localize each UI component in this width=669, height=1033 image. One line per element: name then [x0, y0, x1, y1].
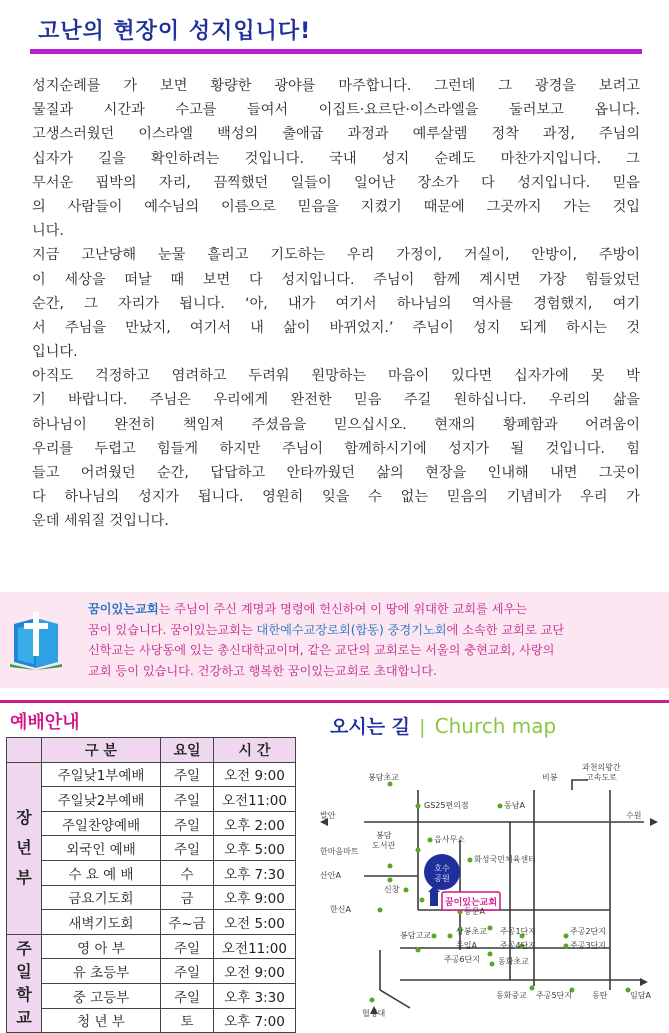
map-label: 동탄: [592, 991, 608, 1000]
map-label: 주공1단지: [500, 927, 537, 936]
group-label-adult: 장 년 부: [7, 762, 42, 934]
service-name: 수 요 예 배: [42, 860, 161, 885]
table-header: 구 분: [42, 738, 161, 763]
service-day: 주일: [161, 762, 214, 787]
article-line: 이 세상을 떠날 때 보면 다 성지입니다. 주님이 함께 계시면 가장 힘들었던: [32, 271, 640, 288]
map-label: 동남A: [504, 801, 525, 810]
service-time: 오후 5:00: [214, 836, 296, 861]
cross-book-icon: [10, 610, 62, 670]
worship-title: 예배안내: [10, 712, 80, 733]
table-row: [7, 762, 296, 787]
service-name: 외국인 예배: [42, 836, 161, 861]
map-label: 동화중교: [496, 991, 527, 1000]
article-header: [30, 14, 642, 54]
service-day: 주~금: [161, 910, 214, 935]
map-label: 발안: [320, 811, 336, 820]
service-time: 오후 2:00: [214, 811, 296, 836]
map-title-en: Church map: [434, 714, 557, 738]
service-name: 중 고등부: [42, 983, 161, 1008]
service-day: 주일: [161, 836, 214, 861]
service-time: 오전11:00: [214, 787, 296, 812]
article-line: 입니다.: [32, 344, 78, 361]
service-time: 오후 7:30: [214, 860, 296, 885]
map-label: 주공2단지: [570, 927, 607, 936]
article-line: 순간, 그 자리가 됩니다. ‘아, 내가 여기서 하나님의 역사를 경험했지, 여기: [32, 295, 640, 312]
article-line: 하나님이 완전히 책임져 주셨음을 믿으십시오. 현재의 황폐함과 어려움이: [32, 416, 640, 433]
map-label: 주공6단지: [444, 955, 481, 964]
group-label-sunday-school: 주 일 학 교: [7, 934, 42, 1032]
church-map-label: 꿈이있는교회: [444, 898, 498, 908]
article-line: 성지순례를 가 보면 황량한 광야를 마주합니다. 그런데 그 광경을 보려고: [32, 78, 640, 94]
table-row: [7, 885, 296, 910]
service-day: 주일: [161, 983, 214, 1008]
map-label: 수원: [626, 811, 642, 820]
article-line: 서 주님을 만났지, 여기서 내 삶이 바뀌었지.’ 주님이 성지 되게 하시는 것: [32, 319, 640, 336]
map-label: 한신A: [330, 905, 351, 914]
service-day: 주일: [161, 811, 214, 836]
lake-park-label: 공원: [434, 874, 450, 883]
service-name: 유 초등부: [42, 959, 161, 984]
service-day: 주일: [161, 959, 214, 984]
map-label: 산안A: [320, 871, 341, 880]
title-underline: [30, 49, 642, 54]
intro-line: 꿈이있는교회는 주님이 주신 계명과 명령에 헌신하여 이 땅에 위대한 교회를 세우는: [88, 602, 528, 616]
article-line: 니다.: [32, 223, 64, 240]
map-label: 읍사무소: [434, 835, 465, 844]
map-label: 봉담: [376, 831, 392, 840]
map-label: 화성국민체육센터: [474, 855, 536, 864]
article-line: 기 바랍니다. 주님은 우리에게 완전한 믿음 주길 원하십니다. 우리의 삶을: [32, 392, 640, 409]
table-header-blank: [7, 738, 42, 763]
service-name: 주일낮1부예배: [42, 762, 161, 787]
map-label: 동일A: [456, 941, 477, 950]
intro-line: 신학교는 사당동에 있는 총신대학교이며, 같은 교단의 교회로는 서울의 충현교회, 사랑의: [88, 643, 555, 658]
service-name: 주일낮2부예배: [42, 787, 161, 812]
service-name: 새벽기도회: [42, 910, 161, 935]
map-label: 고속도로: [586, 773, 617, 782]
article-line: 우리를 두렵고 힘들게 하지만 주님이 함께하시기에 성지가 될 것입니다. 힘: [32, 440, 640, 457]
section-divider: [0, 700, 669, 703]
service-time: 오전 5:00: [214, 910, 296, 935]
service-day: 토: [161, 1008, 214, 1033]
intro-line: 교회 등이 있습니다. 건강하고 행복한 꿈이있는교회로 초대합니다.: [88, 663, 437, 678]
article-line: 운데 세워질 것입니다.: [32, 513, 169, 530]
map-label: 주공3단지: [570, 941, 607, 950]
service-name: 금요기도회: [42, 885, 161, 910]
table-row: [7, 860, 296, 885]
map-title-ko: 오시는 길: [330, 716, 411, 738]
intro-line: 꿈이 있습니다. 꿈이있는교회는 대한예수교장로회(합동) 중경기노회에 소속한 교회로 교단: [88, 622, 565, 637]
table-row: [7, 787, 296, 812]
map-label: 봉담초교: [368, 773, 399, 782]
map-label: 봉담고교: [400, 931, 431, 940]
map-label: 신창: [384, 885, 400, 894]
service-time: 오전11:00: [214, 934, 296, 959]
lake-park-label: 호수: [434, 864, 450, 873]
article-line: 물질과 시간과 수고를 들여서 이집트·요르단·이스라엘을 둘러보고 옵니다.: [32, 102, 640, 119]
service-name: 주일찬양예배: [42, 811, 161, 836]
table-row: [7, 836, 296, 861]
table-row: [7, 811, 296, 836]
service-time: 오전 9:00: [214, 762, 296, 787]
map-label: 동화초교: [498, 957, 529, 966]
service-day: 주일: [161, 787, 214, 812]
church-building-icon: [430, 892, 438, 906]
article-line: 지금 고난당해 눈물 흘리고 기도하는 우리 가정이, 거실이, 안방이, 주방이: [32, 247, 640, 264]
table-row: [7, 1008, 296, 1033]
article-line: 들고 어려웠던 순간, 답답하고 안타까웠던 삶의 현장을 인내해 내면 그곳이: [32, 465, 640, 481]
map-header: [330, 712, 556, 739]
church-name: 꿈이있는교회: [88, 602, 159, 616]
article-body: [32, 74, 640, 534]
map-roads: [364, 780, 644, 1008]
table-header: 요일: [161, 738, 214, 763]
service-time: 오후 9:00: [214, 885, 296, 910]
article-line: 다 하나님의 성지가 됩니다. 영원히 잊을 수 없는 믿음의 기념비가 우리 가: [32, 489, 640, 506]
table-row: [7, 910, 296, 935]
service-time: 오후 3:30: [214, 983, 296, 1008]
service-name: 청 년 부: [42, 1008, 161, 1033]
table-header-row: [7, 738, 296, 763]
map-label: 임담A: [630, 991, 651, 1000]
church-map: [310, 750, 666, 1020]
map-label: 주공5단지: [536, 991, 573, 1000]
arrow-right-icon: [650, 818, 658, 826]
intro-text: [88, 599, 658, 681]
article-line: 십자가 길을 확인하려는 것입니다. 국내 성지 순례도 마찬가지입니다. 그: [32, 150, 640, 167]
service-day: 금: [161, 885, 214, 910]
article-title: 고난의 현장이 성지입니다!: [38, 19, 312, 44]
service-time: 오전 9:00: [214, 959, 296, 984]
map-label: 도서관: [372, 841, 396, 850]
service-time: 오후 7:00: [214, 1008, 296, 1033]
arrow-right-icon: [640, 978, 648, 986]
article-line: 아직도 걱정하고 염려하고 두려워 원망하는 마음이 있다면 십자가에 못 박: [32, 368, 640, 385]
map-label: 동문A: [464, 907, 485, 916]
table-row: [7, 983, 296, 1008]
service-day: 주일: [161, 934, 214, 959]
table-row: [7, 934, 296, 959]
table-header: 시 간: [214, 738, 296, 763]
map-label: 한마음마트: [320, 847, 359, 856]
table-row: [7, 959, 296, 984]
article-line: 고생스러웠던 이스라엘 백성의 출애굽 과정과 예루살렘 정착 과정, 주님의: [32, 126, 640, 143]
service-day: 수: [161, 860, 214, 885]
church-intro: [0, 592, 669, 688]
map-label: 상봉초교: [456, 927, 487, 936]
map-label: 비봉: [542, 773, 558, 782]
map-label: 협성대: [362, 1009, 386, 1018]
denomination: 대한예수교장로회(합동) 중경기노회: [256, 622, 447, 637]
article-line: 의 사람들이 예수님의 이름으로 믿음을 지켰기 때문에 그곳까지 가는 것입: [32, 198, 640, 215]
map-label: 주공4단지: [500, 941, 537, 950]
article-line: 무서운 핍박의 자리, 끔찍했던 일들이 일어난 장소가 다 성지입니다. 믿음: [32, 174, 640, 191]
map-title-separator: |: [419, 716, 426, 738]
service-name: 영 아 부: [42, 934, 161, 959]
map-label: 과천의왕간: [582, 763, 621, 772]
map-label: GS25편의점: [424, 801, 469, 810]
worship-table: [6, 737, 296, 1033]
